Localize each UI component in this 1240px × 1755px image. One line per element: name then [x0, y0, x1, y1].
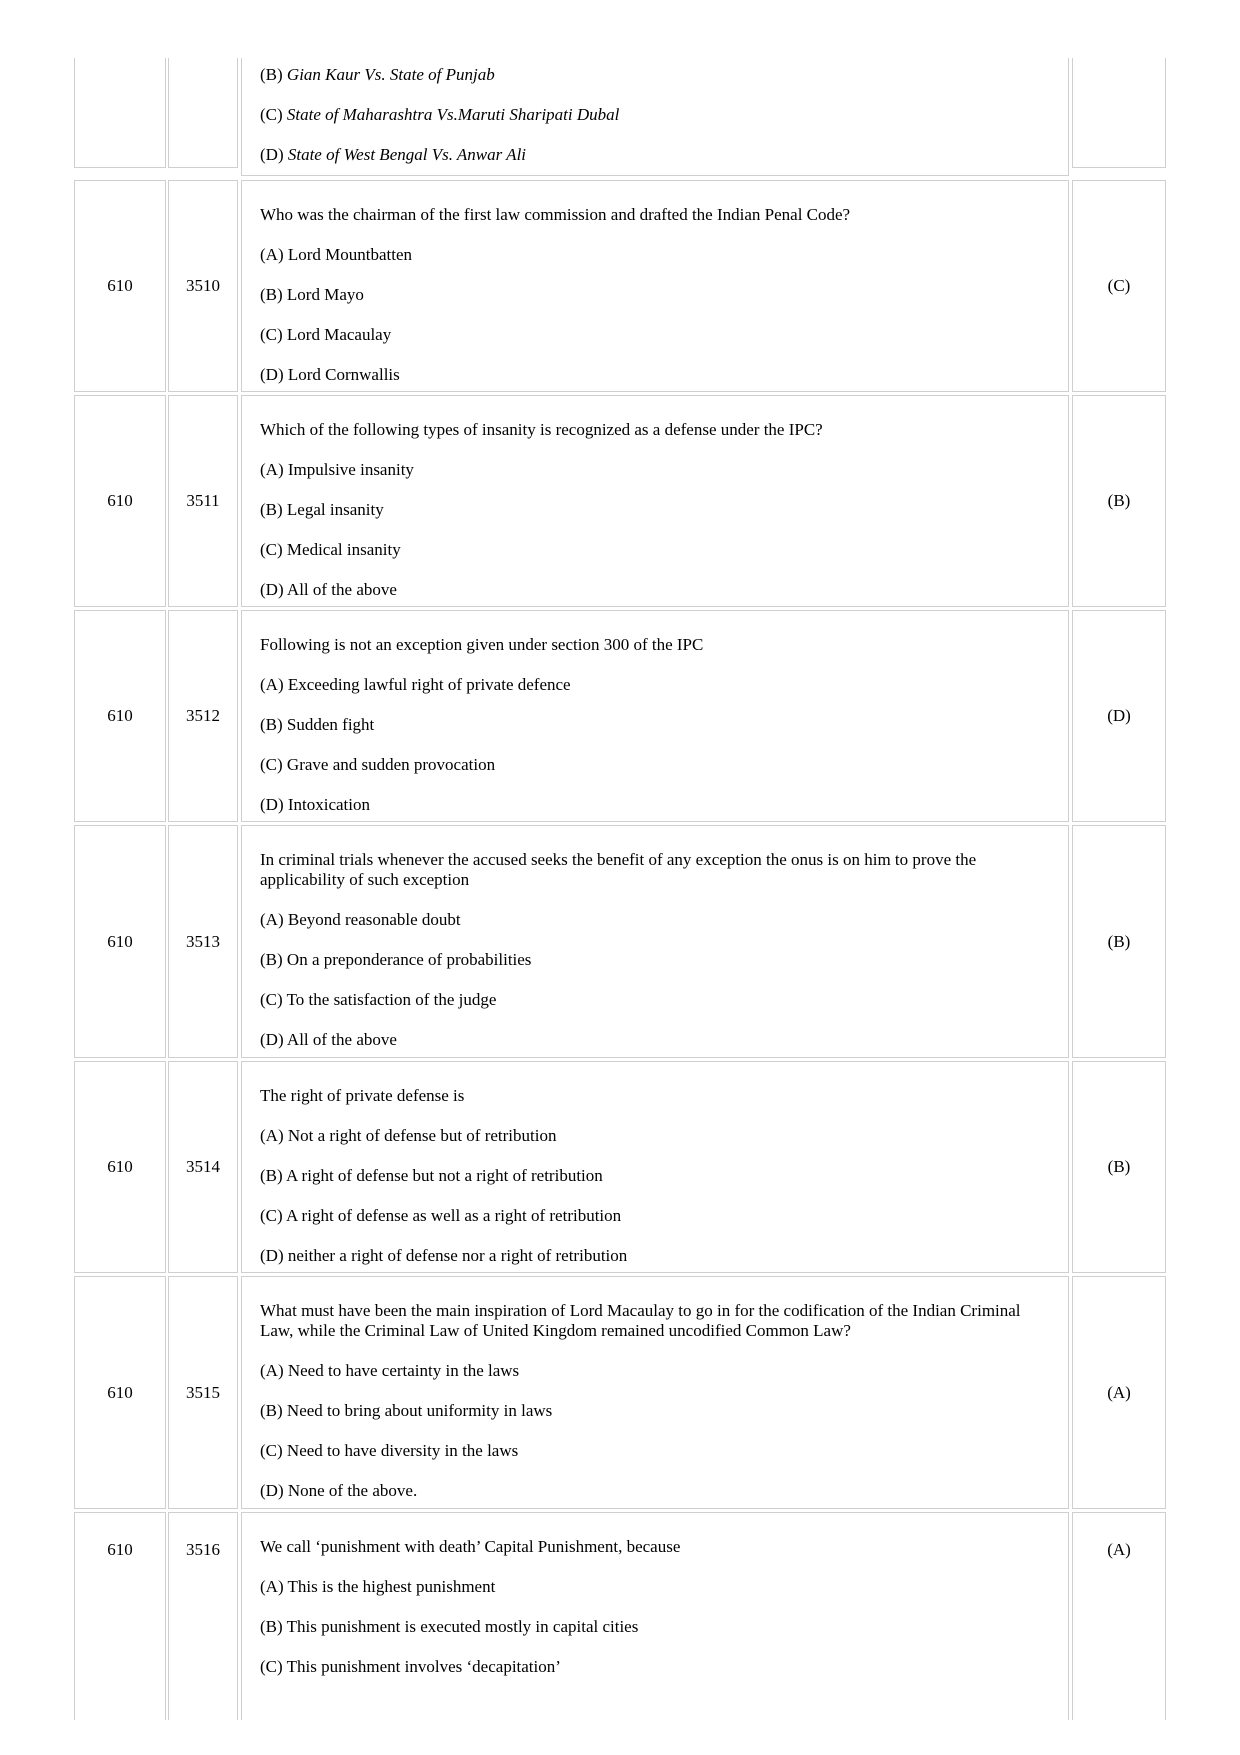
- row-3-col1-cell: 610: [74, 610, 166, 822]
- option: (B) This punishment is executed mostly in capital cities: [260, 1617, 639, 1636]
- option: (A) This is the highest punishment: [260, 1577, 496, 1596]
- option: (A) Impulsive insanity: [260, 460, 414, 479]
- answer: (B): [1107, 1157, 1131, 1176]
- row-0-col1-cell: [74, 58, 166, 168]
- row-5-col2-cell: 3514: [168, 1061, 238, 1273]
- row-0-col2-cell: [168, 58, 238, 168]
- row-1-col1-cell: 610: [74, 180, 166, 392]
- option: (A) Need to have certainty in the laws: [260, 1361, 520, 1380]
- option: (D) None of the above.: [260, 1481, 418, 1500]
- option: (D) neither a right of defense nor a right of retribution: [260, 1246, 628, 1265]
- row-7-question-cell: [241, 1512, 1069, 1720]
- option: (C) Medical insanity: [260, 540, 401, 559]
- option: (A) Not a right of defense but of retribution: [260, 1126, 557, 1145]
- row-5-answer-cell: [1072, 1061, 1166, 1273]
- option: (D) All of the above: [260, 580, 397, 599]
- option: (A) Lord Mountbatten: [260, 245, 413, 264]
- option: (C) This punishment involves ‘decapitation’: [260, 1657, 561, 1676]
- question-text: Who was the chairman of the first law commission and drafted the Indian Penal Code?: [260, 205, 851, 224]
- row-2-question-cell: [241, 395, 1069, 607]
- option: (D) Intoxication: [260, 795, 370, 814]
- row-5-col1-cell: 610: [74, 1061, 166, 1273]
- row-5-question-cell: [241, 1061, 1069, 1273]
- row-3-col2-cell: 3512: [168, 610, 238, 822]
- answer: (A): [1107, 1382, 1131, 1402]
- row-4-answer-cell: [1072, 825, 1166, 1058]
- option: (B) Legal insanity: [260, 500, 384, 519]
- option: (B) Gian Kaur Vs. State of Punjab: [260, 65, 495, 84]
- option: (B) On a preponderance of probabilities: [260, 950, 532, 969]
- row-4-question-cell: [241, 825, 1069, 1058]
- row-0-question-cell: [241, 58, 1069, 176]
- row-6-question-cell: [241, 1276, 1069, 1509]
- row-6-col2-cell: 3515: [168, 1276, 238, 1509]
- option: (D) All of the above: [260, 1030, 397, 1049]
- row-1-answer-cell: [1072, 180, 1166, 392]
- option: (C) A right of defense as well as a right of retribution: [260, 1206, 622, 1225]
- row-2-col2-cell: 3511: [168, 395, 238, 607]
- row-4-col1-cell: 610: [74, 825, 166, 1058]
- option: (C) Lord Macaulay: [260, 325, 392, 344]
- row-4-col2-cell: 3513: [168, 825, 238, 1058]
- option: (D) State of West Bengal Vs. Anwar Ali: [260, 145, 527, 164]
- question-text: Which of the following types of insanity is recognized as a defense under the IPC?: [260, 420, 823, 439]
- answer: (A): [1107, 1540, 1131, 1559]
- row-1-question-cell: [241, 180, 1069, 392]
- option: (C) To the satisfaction of the judge: [260, 990, 497, 1009]
- row-7-answer-cell: [1072, 1512, 1166, 1720]
- answer: (D): [1107, 706, 1131, 725]
- answer: (B): [1107, 931, 1131, 951]
- option: (B) A right of defense but not a right of retribution: [260, 1166, 603, 1185]
- option: (C) Grave and sudden provocation: [260, 755, 496, 774]
- question-text: In criminal trials whenever the accused seeks the benefit of any exception the onus is on him to prove the applicability of such exception: [260, 850, 977, 889]
- option: (C) Need to have diversity in the laws: [260, 1441, 519, 1460]
- question-text: What must have been the main inspiration of Lord Macaulay to go in for the codification of the Indian Criminal Law, while the Criminal Law of United Kingdom remained uncodified Common Law?: [260, 1301, 1021, 1340]
- question-text: We call ‘punishment with death’ Capital Punishment, because: [260, 1537, 681, 1556]
- answer: (C): [1107, 276, 1131, 295]
- row-6-col1-cell: 610: [74, 1276, 166, 1509]
- row-7-col2-cell: 3516: [168, 1512, 238, 1720]
- option: (B) Need to bring about uniformity in laws: [260, 1401, 553, 1420]
- row-2-answer-cell: [1072, 395, 1166, 607]
- row-1-col2-cell: 3510: [168, 180, 238, 392]
- row-0-answer-cell: [1072, 58, 1166, 168]
- option: (B) Sudden fight: [260, 715, 375, 734]
- answer: (B): [1107, 491, 1131, 510]
- row-2-col1-cell: 610: [74, 395, 166, 607]
- option: (A) Beyond reasonable doubt: [260, 910, 461, 929]
- question-text: The right of private defense is: [260, 1086, 465, 1105]
- row-3-answer-cell: [1072, 610, 1166, 822]
- row-6-answer-cell: [1072, 1276, 1166, 1509]
- question-text: Following is not an exception given under section 300 of the IPC: [260, 635, 704, 654]
- option: (A) Exceeding lawful right of private defence: [260, 675, 571, 694]
- option: (C) State of Maharashtra Vs.Maruti Sharipati Dubal: [260, 105, 620, 124]
- row-7-col1-cell: 610: [74, 1512, 166, 1720]
- option: (D) Lord Cornwallis: [260, 365, 400, 384]
- option: (B) Lord Mayo: [260, 285, 364, 304]
- row-3-question-cell: [241, 610, 1069, 822]
